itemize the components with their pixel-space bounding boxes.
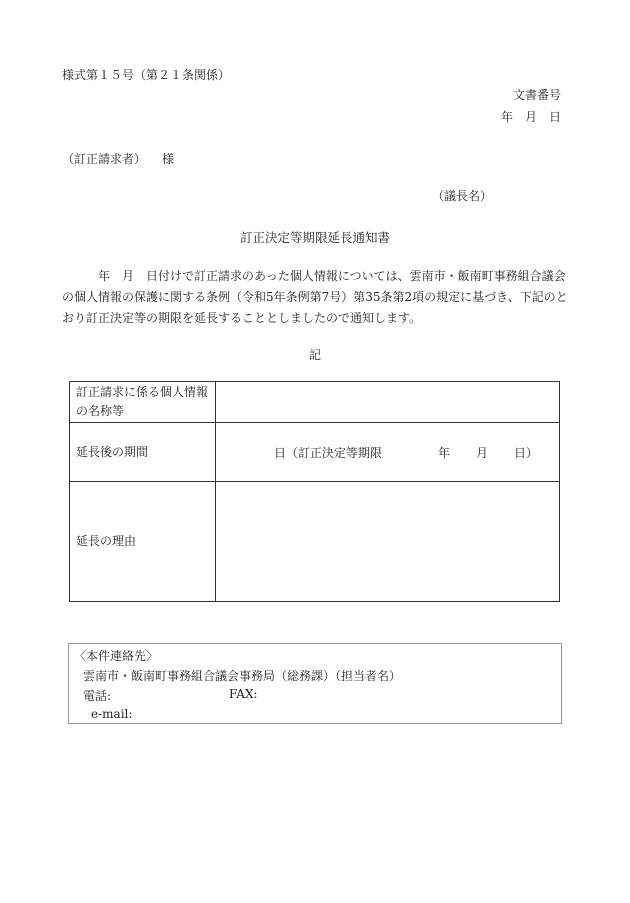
contact-email-label: e-mail: (91, 707, 133, 721)
date-line: 年 月 日 (500, 110, 561, 124)
form-number: 様式第１５号（第２１条関係） (62, 68, 231, 82)
extended-period-cell (216, 423, 560, 482)
contact-heading: 〈本件連絡先〉 (74, 649, 159, 663)
body-paragraph (62, 266, 572, 329)
table-row (70, 423, 560, 482)
personal-info-name-cell (216, 382, 560, 423)
body-line: 年 月 日付けで訂正請求のあった個人情報については、雲南市・飯南町事務組合議会 (62, 269, 566, 283)
table-row (70, 482, 560, 602)
extended-period-label: 延長後の期間 (70, 423, 216, 482)
addressee-label: （訂正請求者） (62, 152, 147, 166)
document-number-label: 文書番号 (512, 88, 561, 102)
contact-phone-label: 電話: (83, 689, 112, 703)
body-line: の個人情報の保護に関する条例（令和5年条例第7号）第35条第2項の規定に基づき、下記のと (62, 290, 568, 304)
ki-heading: 記 (308, 348, 321, 362)
table-row (70, 382, 560, 423)
addressee (62, 150, 174, 167)
contact-organization: 雲南市・飯南町事務組合議会事務局（総務課）（担当者名） (83, 669, 402, 683)
period-day-text: 日（訂正決定等期限 (274, 446, 383, 460)
period-month: 月 (476, 446, 489, 460)
personal-info-name-label: 訂正請求に係る個人情報の名称等 (70, 382, 216, 423)
extension-reason-label: 延長の理由 (70, 482, 216, 602)
document-title: 訂正決定等期限延長通知書 (239, 230, 390, 245)
honorific: 様 (162, 152, 175, 166)
contact-box (68, 643, 562, 724)
extension-reason-cell (216, 482, 560, 602)
body-line: おり訂正決定等の期限を延長することとしましたので通知します。 (62, 311, 422, 325)
period-close: 日） (514, 446, 539, 460)
period-year: 年 (438, 446, 451, 460)
sender-name: （議長名） (431, 189, 492, 203)
contact-fax-label: FAX: (229, 687, 258, 701)
details-table (69, 381, 560, 602)
